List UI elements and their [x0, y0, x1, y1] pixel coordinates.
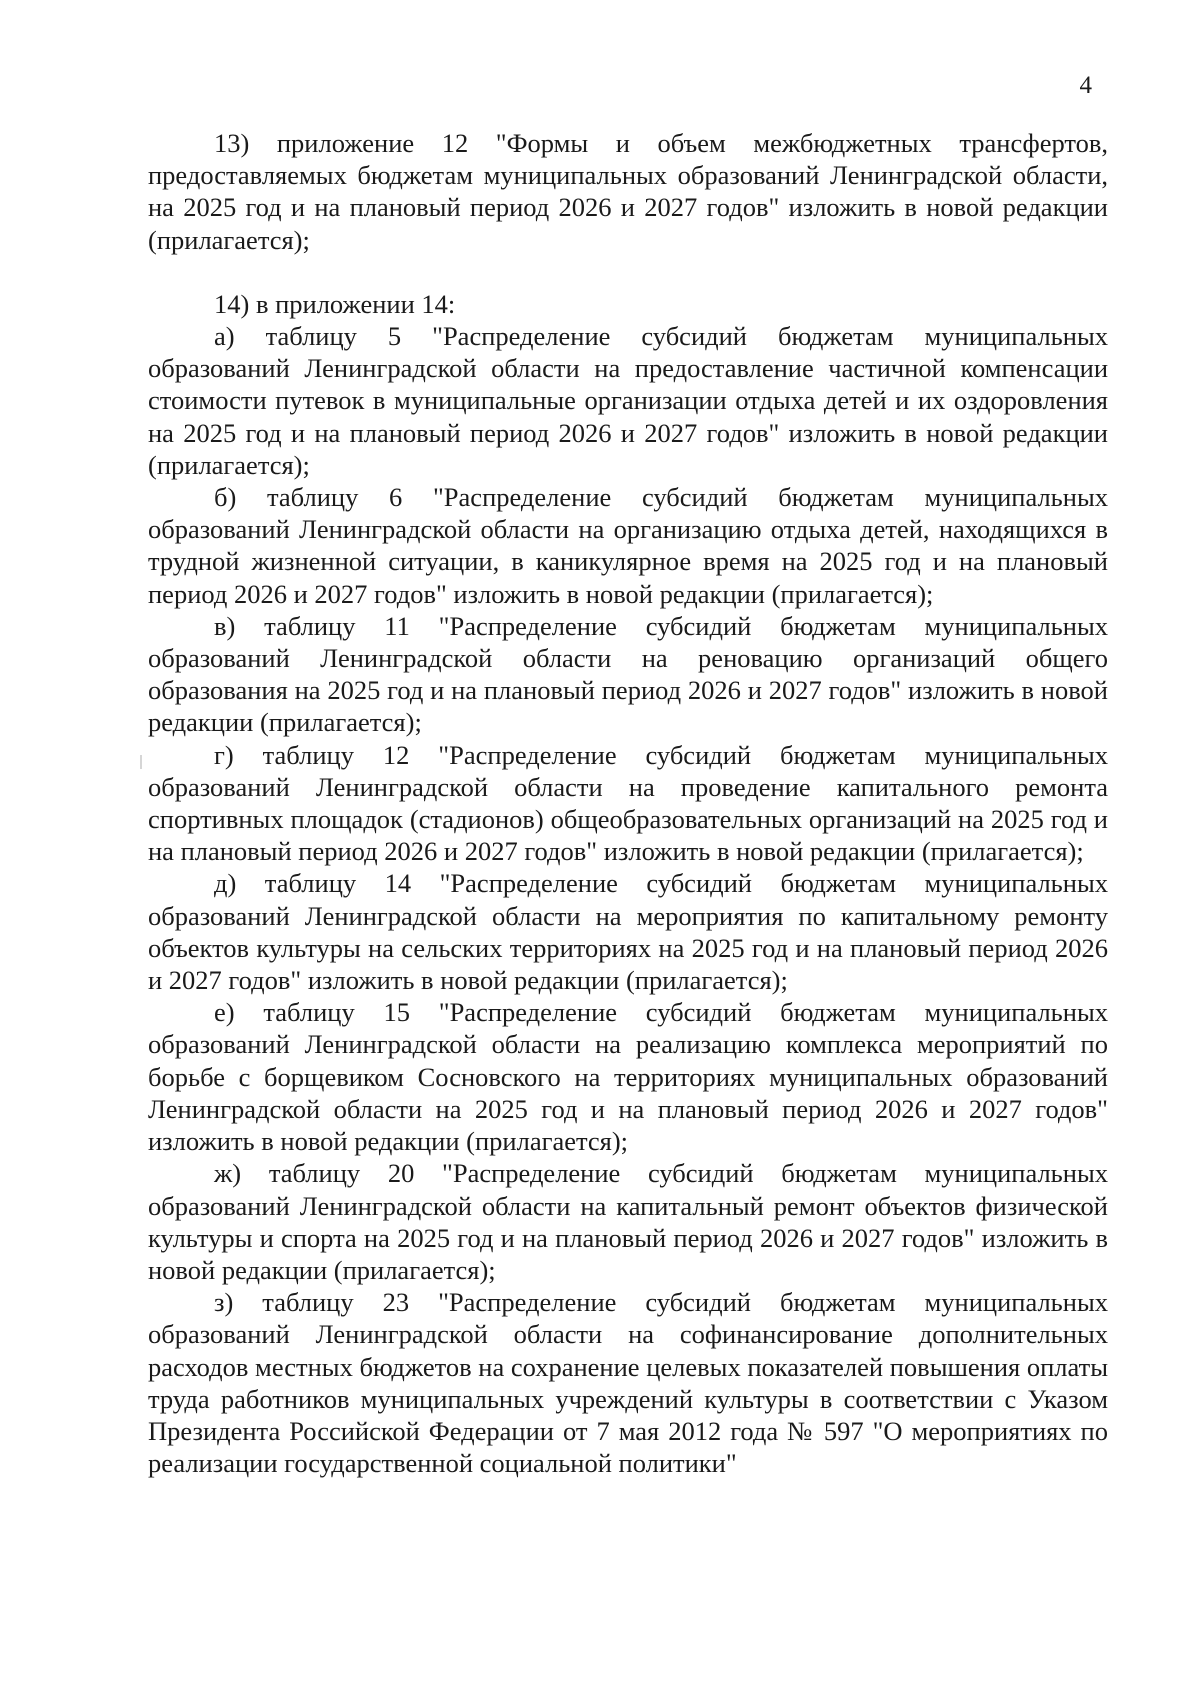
subitem-e-table-15: е) таблицу 15 "Распределение субсидий бюджетам муниципальных образований Ленинградской области на реализацию комплекса мероприятий по борьбе с борщевиком Сосновского на территориях муниципальных образований Ленинградской области на 2025 год и на плановый период 2026 и 2027 годов" изложить в новой редакции (прилагается);	[148, 997, 1108, 1157]
document-body	[148, 127, 1108, 1479]
subitem-b-table-6: б) таблицу 6 "Распределение субсидий бюджетам муниципальных образований Ленинградской области на организацию отдыха детей, находящихся в трудной жизненной ситуации, в каникулярное время на 2025 год и на плановый период 2026 и 2027 годов" изложить в новой редакции (прилагается);	[148, 482, 1108, 609]
subitem-g-table-12: г) таблицу 12 "Распределение субсидий бюджетам муниципальных образований Ленинградской области на проведение капитального ремонта спортивных площадок (стадионов) общеобразовательных организаций на 2025 год и на плановый период 2026 и 2027 годов" изложить в новой редакции (прилагается);	[148, 739, 1108, 867]
subitem-a-table-5: а) таблицу 5 "Распределение субсидий бюджетам муниципальных образований Ленинградской области на предоставление частичной компенсации стоимости путевок в муниципальные организации отдыха детей и их оздоровления на 2025 год и на плановый период 2026 и 2027 годов" изложить в новой редакции (прилагается);	[148, 321, 1108, 480]
item-13-annex-12: 13) приложение 12 "Формы и объем межбюджетных трансфертов, предоставляемых бюджетам муниципальных образований Ленинградской области, на 2025 год и на плановый период 2026 и 2027 годов" изложить в новой редакции (прилагается);	[148, 128, 1108, 255]
paragraph-gap	[148, 256, 1108, 288]
subitem-zh-table-20: ж) таблицу 20 "Распределение субсидий бюджетам муниципальных образований Ленинградской области на капитальный ремонт объектов физической культуры и спорта на 2025 год и на плановый период 2026 и 2027 годов" изложить в новой редакции (прилагается);	[148, 1158, 1108, 1285]
item-14-annex-14: 14) в приложении 14:	[214, 288, 456, 319]
scan-artifact-mark	[140, 755, 142, 769]
subitem-z-table-23: з) таблицу 23 "Распределение субсидий бюджетам муниципальных образований Ленинградской области на софинансирование дополнительных расходов местных бюджетов на сохранение целевых показателей повышения оплаты труда работников муниципальных учреждений культуры в соответствии с Указом Президента Российской Федерации от 7 мая 2012 года № 597 "О мероприятиях по реализации государственной социальной политики"	[148, 1287, 1108, 1479]
subitem-v-table-11: в) таблицу 11 "Распределение субсидий бюджетам муниципальных образований Ленинградской области на реновацию организаций общего образования на 2025 год и на плановый период 2026 и 2027 годов" изложить в новой редакции (прилагается);	[148, 610, 1108, 738]
page-number: 4	[1079, 72, 1092, 99]
subitem-d-table-14: д) таблицу 14 "Распределение субсидий бюджетам муниципальных образований Ленинградской области на мероприятия по капитальному ремонту объектов культуры на сельских территориях на 2025 год и на плановый период 2026 и 2027 годов" изложить в новой редакции (прилагается);	[148, 868, 1108, 996]
